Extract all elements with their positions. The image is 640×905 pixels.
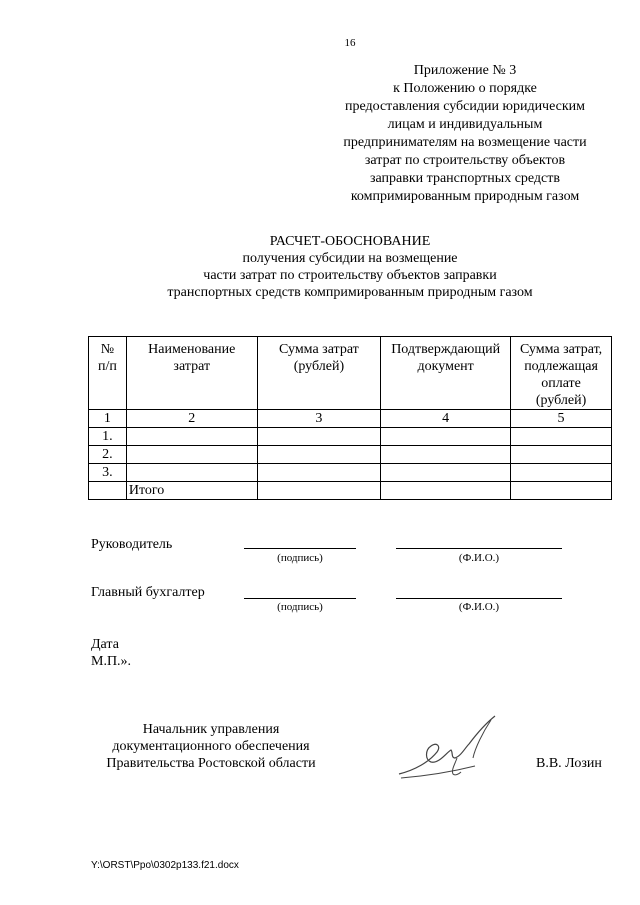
date-label: Дата [91,637,119,652]
table-cell [89,482,127,500]
appendix-line: предпринимателям на возмещение части [343,135,587,150]
title-line: получения субсидии на возмещение [242,251,458,266]
appendix-line: Приложение № 3 [413,63,517,78]
column-number: 4 [381,410,511,428]
title-line: части затрат по строительству объектов заправки [203,268,497,283]
table-cell [511,428,612,446]
header-cell-number: № п/п [89,337,127,410]
table-cell [257,482,381,500]
name-caption: (Ф.И.О.) [458,601,500,613]
column-number-row [89,410,612,428]
handwritten-signature [395,712,505,784]
table-cell [511,446,612,464]
header-cell-expense-sum: Сумма затрат (рублей) [257,337,381,410]
director-label: Руководитель [91,537,173,552]
official-title [91,721,331,772]
table-cell [257,464,381,482]
signature-caption: (подпись) [277,601,323,613]
official-title-line: Начальник управления [142,722,280,737]
table-cell [126,428,257,446]
title-line: транспортных средств компримированным природным газом [167,285,533,300]
appendix-line: предоставления субсидии юридическим [344,99,586,114]
header-cell-expense-name: Наименование затрат [126,337,257,410]
appendix-line: компримированным природным газом [350,189,580,204]
chief-accountant-label: Главный бухгалтер [91,585,205,600]
stamp-label: М.П.». [91,654,132,669]
column-number: 5 [511,410,612,428]
table-cell [126,464,257,482]
table-cell [126,446,257,464]
document-title [100,233,600,301]
signature-caption: (подпись) [277,552,323,564]
appendix-line: заправки транспортных средств [369,171,560,186]
accountant-signature-line [244,598,356,599]
table-cell [381,464,511,482]
header-cell-payable-sum: Сумма затрат, подлежащая оплате (рублей) [511,337,612,410]
appendix-header [330,62,600,206]
total-row [89,482,612,500]
official-name: В.В. Лозин [536,756,602,771]
accountant-name-line [396,598,562,599]
table-cell [511,482,612,500]
table-cell [511,464,612,482]
appendix-line: затрат по строительству объектов [364,153,566,168]
column-number: 2 [126,410,257,428]
row-number: 2. [89,446,127,464]
director-signature-line [244,548,356,549]
table-row [89,464,612,482]
calculation-table [88,336,612,500]
column-number: 3 [257,410,381,428]
table-cell [381,446,511,464]
table-row [89,428,612,446]
row-number: 1. [89,428,127,446]
header-cell-document: Подтверждающий документ [381,337,511,410]
official-title-line: документационного обеспечения [112,739,310,754]
name-caption: (Ф.И.О.) [458,552,500,564]
table-cell [257,428,381,446]
row-number: 3. [89,464,127,482]
table-cell [381,482,511,500]
table-header-row [89,337,612,410]
official-title-line: Правительства Ростовской области [106,756,316,771]
appendix-line: лицам и индивидуальным [387,117,543,132]
column-number: 1 [89,410,127,428]
table-cell [381,428,511,446]
page-number: 16 [344,37,356,49]
total-label: Итого [126,482,257,500]
table-cell [257,446,381,464]
appendix-line: к Положению о порядке [393,81,537,96]
file-path: Y:\ORST\Ppo\0302p133.f21.docx [91,860,239,871]
title-heading: РАСЧЕТ-ОБОСНОВАНИЕ [269,234,431,249]
table-row [89,446,612,464]
director-name-line [396,548,562,549]
